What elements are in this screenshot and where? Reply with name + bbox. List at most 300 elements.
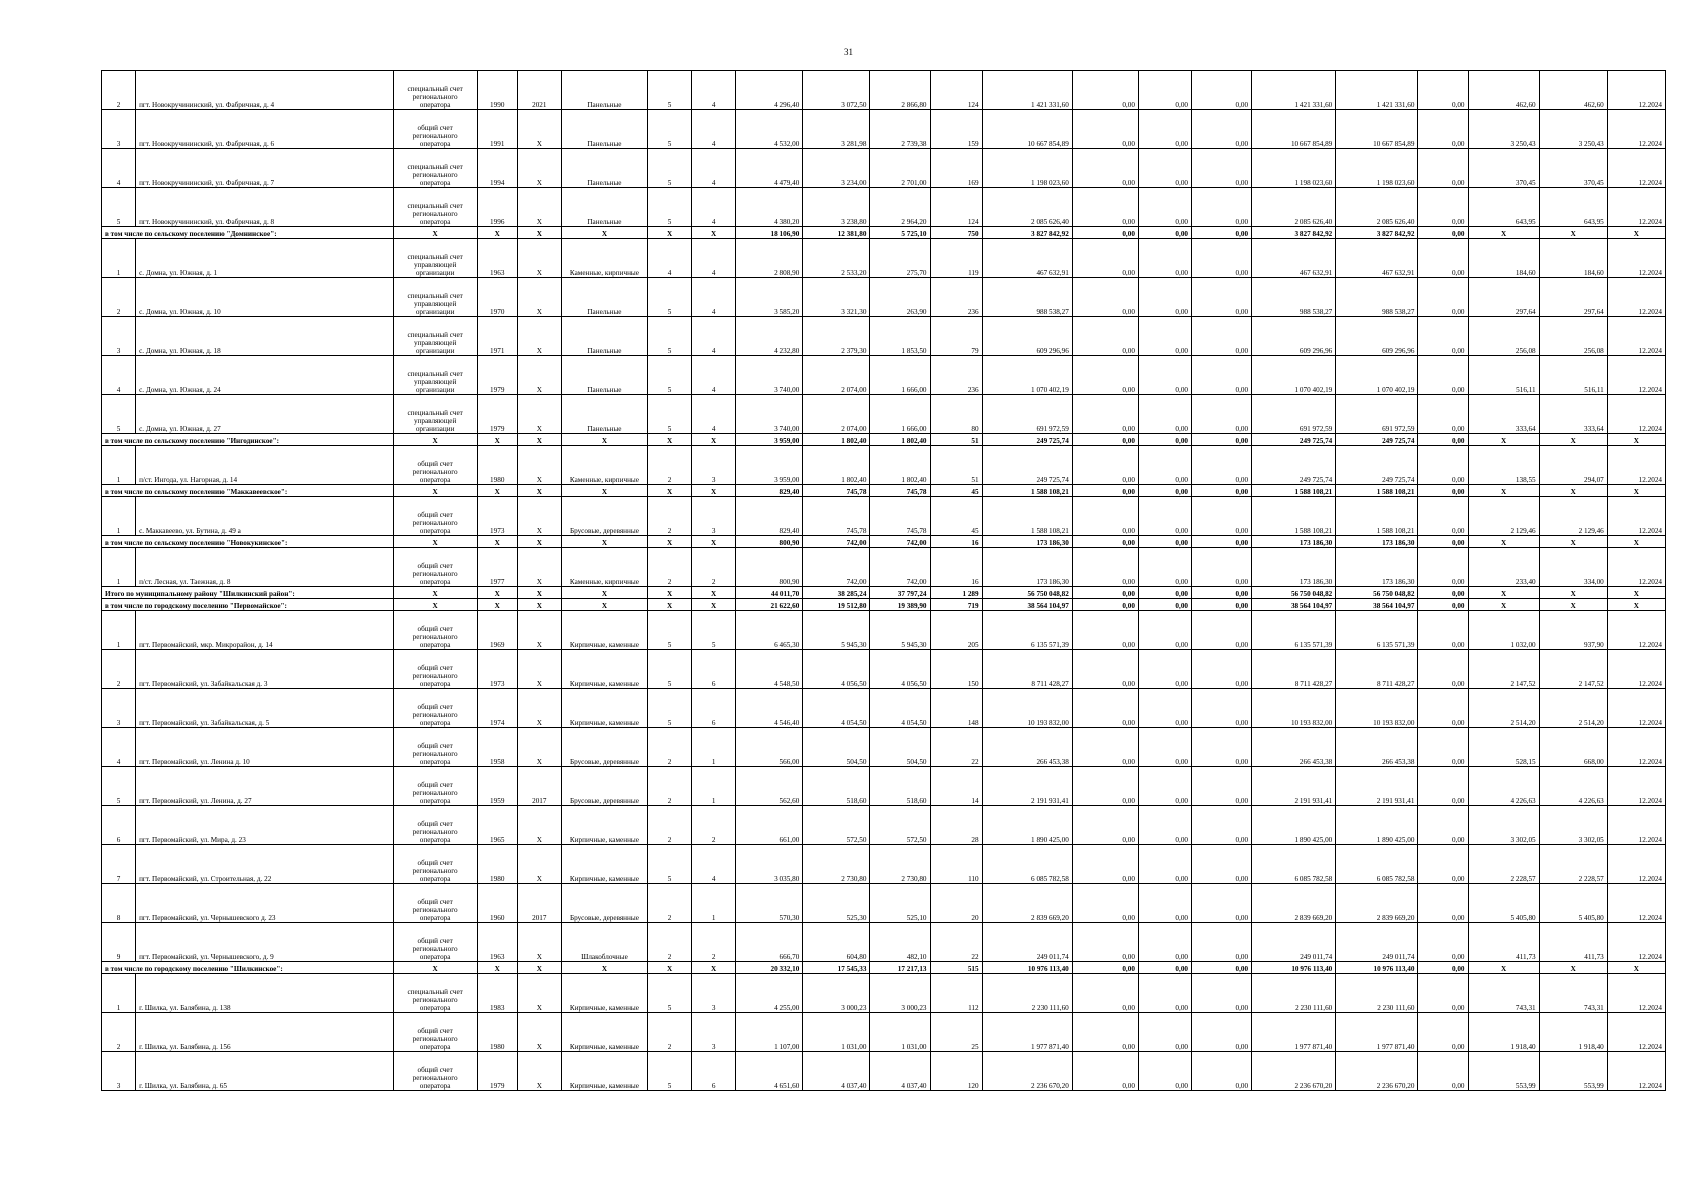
cell-owners-extra: 0,00	[1418, 485, 1468, 497]
cell-area-owned: 482,10	[870, 923, 930, 962]
cell-living-area: 604,80	[803, 923, 870, 962]
cell-owners-total: 2 236 670,20	[1336, 1052, 1418, 1091]
cell-cost-total: 249 725,74	[982, 434, 1072, 446]
cell-residents: 112	[930, 974, 982, 1013]
cell-residents: 169	[930, 149, 982, 188]
cell-fund-local: 0,00	[1192, 485, 1252, 497]
cell-entrances: 3	[692, 974, 736, 1013]
cell-fund-owners: 2 085 626,40	[1252, 188, 1336, 227]
subtotal-row	[102, 962, 1666, 974]
cell-material: Х	[561, 599, 647, 611]
cell-fund: Х	[393, 434, 477, 446]
cell-deadline: 12.2024	[1607, 611, 1665, 650]
cell-fund: общий счет регионального оператора	[393, 806, 477, 845]
cell-fund-federal: 0,00	[1072, 587, 1138, 599]
cell-fund: Х	[393, 536, 477, 548]
cell-floors: 2	[648, 1013, 692, 1052]
cell-area-owned: 275,70	[870, 239, 930, 278]
cell-residents: 16	[930, 536, 982, 548]
cell-commission: Х	[517, 599, 561, 611]
cell-fund: Х	[393, 227, 477, 239]
cell-idx: 6	[102, 806, 136, 845]
cell-cost-per-m2: 516,11	[1468, 356, 1539, 395]
cell-material: Х	[561, 485, 647, 497]
cell-fund-local: 0,00	[1192, 446, 1252, 485]
cell-owners-total: 249 725,74	[1336, 434, 1418, 446]
cell-fund-local: 0,00	[1192, 689, 1252, 728]
cell-entrances: 1	[692, 884, 736, 923]
cell-owners-total: 8 711 428,27	[1336, 650, 1418, 689]
cell-commission: Х	[517, 278, 561, 317]
cell-fund: специальный счет регионального оператора	[393, 71, 477, 110]
cell-residents: 79	[930, 317, 982, 356]
cell-floors: 5	[648, 845, 692, 884]
cell-material: Каменные, кирпичные	[561, 239, 647, 278]
cell-cost-total: 609 296,96	[982, 317, 1072, 356]
cell-deadline: 12.2024	[1607, 845, 1665, 884]
cell-fund-regional: 0,00	[1138, 767, 1191, 806]
cell-fund-owners: 988 538,27	[1252, 278, 1336, 317]
cell-area-owned: 17 217,13	[870, 962, 930, 974]
cell-residents: 236	[930, 278, 982, 317]
table-row	[102, 974, 1666, 1013]
cell-fund-local: 0,00	[1192, 497, 1252, 536]
cell-owners-extra: 0,00	[1418, 536, 1468, 548]
cell-fund-local: 0,00	[1192, 395, 1252, 434]
cell-living-area: 3 238,80	[803, 188, 870, 227]
cell-idx: 1	[102, 548, 136, 587]
cell-cost-total: 173 186,30	[982, 536, 1072, 548]
cell-material: Кирпичные, каменные	[561, 806, 647, 845]
cell-area-owned: 2 701,00	[870, 149, 930, 188]
cell-limit-per-m2: 643,95	[1539, 188, 1607, 227]
cell-idx: 5	[102, 188, 136, 227]
cell-total-area: 4 548,50	[736, 650, 803, 689]
cell-residents: 148	[930, 689, 982, 728]
table-row	[102, 1052, 1666, 1091]
cell-entrances: Х	[692, 227, 736, 239]
cell-deadline: 12.2024	[1607, 395, 1665, 434]
cell-total-area: 4 232,80	[736, 317, 803, 356]
cell-area-owned: 572,50	[870, 806, 930, 845]
cell-addr: с. Домна, ул. Южная, д. 24	[136, 356, 393, 395]
cell-floors: 2	[648, 923, 692, 962]
cell-entrances: 4	[692, 239, 736, 278]
cell-fund-regional: 0,00	[1138, 806, 1191, 845]
cell-floors: 5	[648, 611, 692, 650]
cell-owners-extra: 0,00	[1418, 611, 1468, 650]
cell-addr: г. Шилка, ул. Балябина, д. 156	[136, 1013, 393, 1052]
cell-material: Каменные, кирпичные	[561, 548, 647, 587]
cell-area-owned: 1 802,40	[870, 446, 930, 485]
cell-owners-extra: 0,00	[1418, 599, 1468, 611]
cell-entrances: 6	[692, 1052, 736, 1091]
cell-year: Х	[477, 962, 517, 974]
cell-entrances: 4	[692, 188, 736, 227]
cell-owners-total: 3 827 842,92	[1336, 227, 1418, 239]
cell-limit-per-m2: 297,64	[1539, 278, 1607, 317]
cell-owners-extra: 0,00	[1418, 110, 1468, 149]
cell-fund-regional: 0,00	[1138, 974, 1191, 1013]
cell-commission: Х	[517, 806, 561, 845]
cell-residents: 28	[930, 806, 982, 845]
cell-idx: 4	[102, 728, 136, 767]
cell-residents: 16	[930, 548, 982, 587]
cell-cost-total: 2 839 669,20	[982, 884, 1072, 923]
cell-fund-owners: 1 588 108,21	[1252, 485, 1336, 497]
cell-limit-per-m2: Х	[1539, 227, 1607, 239]
cell-cost-per-m2: 297,64	[1468, 278, 1539, 317]
cell-material: Панельные	[561, 188, 647, 227]
cell-residents: 22	[930, 728, 982, 767]
cell-fund-local: 0,00	[1192, 536, 1252, 548]
cell-fund-local: 0,00	[1192, 728, 1252, 767]
cell-cost-total: 467 632,91	[982, 239, 1072, 278]
cell-limit-per-m2: 2 228,57	[1539, 845, 1607, 884]
cell-commission: Х	[517, 689, 561, 728]
cell-fund-regional: 0,00	[1138, 728, 1191, 767]
cell-area-owned: 19 389,90	[870, 599, 930, 611]
cell-idx: 5	[102, 767, 136, 806]
cell-owners-total: 1 421 331,60	[1336, 71, 1418, 110]
cell-residents: 515	[930, 962, 982, 974]
cell-total-area: 829,40	[736, 497, 803, 536]
subtotal-label: в том числе по сельскому поселению "Новокукинское":	[102, 536, 394, 548]
cell-material: Кирпичные, каменные	[561, 650, 647, 689]
cell-fund-federal: 0,00	[1072, 188, 1138, 227]
cell-fund-regional: 0,00	[1138, 689, 1191, 728]
cell-owners-extra: 0,00	[1418, 71, 1468, 110]
cell-fund-owners: 249 725,74	[1252, 434, 1336, 446]
cell-owners-total: 249 011,74	[1336, 923, 1418, 962]
cell-cost-per-m2: 5 405,80	[1468, 884, 1539, 923]
cell-floors: 5	[648, 278, 692, 317]
cell-fund-local: 0,00	[1192, 587, 1252, 599]
cell-living-area: 3 281,98	[803, 110, 870, 149]
cell-owners-total: 988 538,27	[1336, 278, 1418, 317]
cell-owners-extra: 0,00	[1418, 923, 1468, 962]
cell-fund-regional: 0,00	[1138, 1052, 1191, 1091]
cell-year: 1980	[477, 1013, 517, 1052]
cell-cost-per-m2: 743,31	[1468, 974, 1539, 1013]
cell-owners-total: 266 453,38	[1336, 728, 1418, 767]
cell-fund: общий счет регионального оператора	[393, 767, 477, 806]
table-row	[102, 923, 1666, 962]
cell-residents: 45	[930, 497, 982, 536]
cell-total-area: 3 959,00	[736, 446, 803, 485]
cell-material: Панельные	[561, 356, 647, 395]
cell-fund-owners: 3 827 842,92	[1252, 227, 1336, 239]
cell-year: 1974	[477, 689, 517, 728]
table-row	[102, 1013, 1666, 1052]
cell-owners-total: 249 725,74	[1336, 446, 1418, 485]
cell-owners-total: 173 186,30	[1336, 536, 1418, 548]
cell-owners-extra: 0,00	[1418, 974, 1468, 1013]
cell-floors: 5	[648, 71, 692, 110]
cell-fund-local: 0,00	[1192, 110, 1252, 149]
cell-limit-per-m2: 334,00	[1539, 548, 1607, 587]
cell-owners-extra: 0,00	[1418, 356, 1468, 395]
subtotal-row	[102, 434, 1666, 446]
cell-cost-total: 1 588 108,21	[982, 497, 1072, 536]
cell-residents: 20	[930, 884, 982, 923]
cell-material: Каменные, кирпичные	[561, 446, 647, 485]
cell-fund: общий счет регионального оператора	[393, 1013, 477, 1052]
cell-living-area: 19 512,80	[803, 599, 870, 611]
cell-cost-per-m2: 643,95	[1468, 188, 1539, 227]
cell-addr: с. Домна, ул. Южная, д. 1	[136, 239, 393, 278]
cell-material: Шлакоблочные	[561, 923, 647, 962]
cell-total-area: 20 332,10	[736, 962, 803, 974]
cell-material: Панельные	[561, 395, 647, 434]
cell-material: Х	[561, 587, 647, 599]
cell-floors: 5	[648, 317, 692, 356]
cell-limit-per-m2: 370,45	[1539, 149, 1607, 188]
cell-fund-federal: 0,00	[1072, 611, 1138, 650]
cell-addr: пгт. Первомайский, ул. Строительная, д. 22	[136, 845, 393, 884]
cell-entrances: 2	[692, 806, 736, 845]
cell-floors: 2	[648, 884, 692, 923]
table-row	[102, 689, 1666, 728]
table-row	[102, 71, 1666, 110]
cell-limit-per-m2: 668,00	[1539, 728, 1607, 767]
cell-total-area: 4 380,20	[736, 188, 803, 227]
cell-fund-owners: 56 750 048,82	[1252, 587, 1336, 599]
cell-owners-total: 691 972,59	[1336, 395, 1418, 434]
cell-cost-per-m2: 411,73	[1468, 923, 1539, 962]
table-row	[102, 497, 1666, 536]
cell-deadline: 12.2024	[1607, 446, 1665, 485]
table-row	[102, 611, 1666, 650]
cell-year: Х	[477, 434, 517, 446]
cell-material: Панельные	[561, 149, 647, 188]
cell-cost-total: 988 538,27	[982, 278, 1072, 317]
cell-owners-extra: 0,00	[1418, 650, 1468, 689]
cell-area-owned: 5 945,30	[870, 611, 930, 650]
cell-year: Х	[477, 227, 517, 239]
cell-owners-extra: 0,00	[1418, 806, 1468, 845]
cell-addr: г. Шилка, ул. Балябина, д. 65	[136, 1052, 393, 1091]
cell-addr: п/ст. Лесная, ул. Таежная, д. 8	[136, 548, 393, 587]
cell-total-area: 4 546,40	[736, 689, 803, 728]
cell-owners-extra: 0,00	[1418, 728, 1468, 767]
cell-limit-per-m2: 462,60	[1539, 71, 1607, 110]
cell-cost-per-m2: 184,60	[1468, 239, 1539, 278]
cell-total-area: 800,90	[736, 548, 803, 587]
cell-residents: 750	[930, 227, 982, 239]
cell-cost-total: 10 667 854,89	[982, 110, 1072, 149]
cell-living-area: 3 000,23	[803, 974, 870, 1013]
cell-deadline: 12.2024	[1607, 149, 1665, 188]
cell-fund: специальный счет управляющей организации	[393, 278, 477, 317]
cell-year: 1983	[477, 974, 517, 1013]
cell-fund-federal: 0,00	[1072, 728, 1138, 767]
cell-fund-federal: 0,00	[1072, 599, 1138, 611]
cell-floors: 5	[648, 974, 692, 1013]
cell-cost-per-m2: Х	[1468, 587, 1539, 599]
cell-cost-per-m2: Х	[1468, 536, 1539, 548]
cell-addr: с. Домна, ул. Южная, д. 10	[136, 278, 393, 317]
cell-area-owned: 745,78	[870, 497, 930, 536]
cell-fund-federal: 0,00	[1072, 974, 1138, 1013]
cell-year: 1973	[477, 497, 517, 536]
cell-owners-total: 2 230 111,60	[1336, 974, 1418, 1013]
table-row	[102, 845, 1666, 884]
cell-material: Кирпичные, каменные	[561, 611, 647, 650]
cell-area-owned: 37 797,24	[870, 587, 930, 599]
cell-owners-extra: 0,00	[1418, 548, 1468, 587]
cell-commission: Х	[517, 110, 561, 149]
cell-fund: общий счет регионального оператора	[393, 689, 477, 728]
cell-floors: Х	[648, 485, 692, 497]
cell-commission: Х	[517, 188, 561, 227]
cell-fund-federal: 0,00	[1072, 497, 1138, 536]
cell-fund-federal: 0,00	[1072, 434, 1138, 446]
cell-entrances: 6	[692, 689, 736, 728]
cell-living-area: 2 379,30	[803, 317, 870, 356]
cell-floors: 2	[648, 548, 692, 587]
cell-floors: 2	[648, 806, 692, 845]
cell-residents: 51	[930, 434, 982, 446]
cell-floors: Х	[648, 587, 692, 599]
cell-living-area: 745,78	[803, 485, 870, 497]
cell-fund-federal: 0,00	[1072, 1013, 1138, 1052]
cell-cost-per-m2: 2 129,46	[1468, 497, 1539, 536]
cell-deadline: 12.2024	[1607, 71, 1665, 110]
cell-entrances: 1	[692, 767, 736, 806]
cell-fund-local: 0,00	[1192, 806, 1252, 845]
cell-idx: 3	[102, 317, 136, 356]
cell-year: 1996	[477, 188, 517, 227]
cell-owners-total: 6 085 782,58	[1336, 845, 1418, 884]
cell-fund-regional: 0,00	[1138, 548, 1191, 587]
cell-area-owned: 504,50	[870, 728, 930, 767]
cell-deadline: 12.2024	[1607, 278, 1665, 317]
cell-fund-local: 0,00	[1192, 188, 1252, 227]
cell-fund-federal: 0,00	[1072, 149, 1138, 188]
cell-fund-owners: 249 011,74	[1252, 923, 1336, 962]
cell-owners-extra: 0,00	[1418, 395, 1468, 434]
cell-area-owned: 1 666,00	[870, 356, 930, 395]
cell-floors: 5	[648, 395, 692, 434]
cell-cost-per-m2: 462,60	[1468, 71, 1539, 110]
cell-total-area: 4 255,00	[736, 974, 803, 1013]
cell-owners-extra: 0,00	[1418, 884, 1468, 923]
page-number: 31	[844, 47, 853, 57]
cell-cost-total: 1 588 108,21	[982, 485, 1072, 497]
cell-fund-owners: 10 667 854,89	[1252, 110, 1336, 149]
cell-fund: общий счет регионального оператора	[393, 728, 477, 767]
cell-limit-per-m2: 2 129,46	[1539, 497, 1607, 536]
cell-idx: 4	[102, 149, 136, 188]
cell-fund: общий счет регионального оператора	[393, 497, 477, 536]
cell-addr: пгт. Первомайский, ул. Мира, д. 23	[136, 806, 393, 845]
table-row	[102, 650, 1666, 689]
cell-area-owned: 2 739,38	[870, 110, 930, 149]
cell-floors: 5	[648, 650, 692, 689]
cell-owners-total: 10 667 854,89	[1336, 110, 1418, 149]
cell-fund-federal: 0,00	[1072, 884, 1138, 923]
cell-fund-owners: 1 070 402,19	[1252, 356, 1336, 395]
cell-fund-owners: 2 230 111,60	[1252, 974, 1336, 1013]
cell-cost-per-m2: 3 250,43	[1468, 110, 1539, 149]
cell-living-area: 572,50	[803, 806, 870, 845]
cell-year: 1971	[477, 317, 517, 356]
cell-total-area: 6 465,30	[736, 611, 803, 650]
cell-deadline: Х	[1607, 587, 1665, 599]
cell-fund-federal: 0,00	[1072, 71, 1138, 110]
cell-entrances: Х	[692, 587, 736, 599]
cell-fund-local: 0,00	[1192, 1013, 1252, 1052]
cell-deadline: 12.2024	[1607, 239, 1665, 278]
cell-commission: 2021	[517, 71, 561, 110]
cell-commission: Х	[517, 611, 561, 650]
cell-deadline: 12.2024	[1607, 689, 1665, 728]
cell-entrances: 4	[692, 845, 736, 884]
cell-cost-per-m2: 553,99	[1468, 1052, 1539, 1091]
cell-commission: 2017	[517, 884, 561, 923]
cell-limit-per-m2: Х	[1539, 599, 1607, 611]
cell-fund-federal: 0,00	[1072, 689, 1138, 728]
subtotal-row	[102, 485, 1666, 497]
cell-cost-per-m2: 233,40	[1468, 548, 1539, 587]
cell-idx: 2	[102, 1013, 136, 1052]
cell-fund: общий счет регионального оператора	[393, 446, 477, 485]
cell-deadline: 12.2024	[1607, 923, 1665, 962]
cell-owners-extra: 0,00	[1418, 278, 1468, 317]
cell-entrances: 4	[692, 149, 736, 188]
table-body	[102, 71, 1666, 1091]
cell-addr: пгт. Первомайский, ул. Ленина д. 10	[136, 728, 393, 767]
cell-area-owned: 4 037,40	[870, 1052, 930, 1091]
cell-floors: Х	[648, 962, 692, 974]
cell-fund-local: 0,00	[1192, 611, 1252, 650]
cell-cost-per-m2: Х	[1468, 962, 1539, 974]
table-row	[102, 110, 1666, 149]
cell-living-area: 5 945,30	[803, 611, 870, 650]
cell-cost-total: 6 085 782,58	[982, 845, 1072, 884]
cell-entrances: 4	[692, 278, 736, 317]
cell-owners-total: 56 750 048,82	[1336, 587, 1418, 599]
cell-material: Брусовые, деревянные	[561, 497, 647, 536]
cell-fund-federal: 0,00	[1072, 1052, 1138, 1091]
cell-year: Х	[477, 536, 517, 548]
cell-limit-per-m2: Х	[1539, 587, 1607, 599]
cell-addr: пгт. Первомайский, ул. Забайкальская, д. 5	[136, 689, 393, 728]
cell-year: 1979	[477, 356, 517, 395]
cell-fund: специальный счет регионального оператора	[393, 149, 477, 188]
cell-entrances: 2	[692, 923, 736, 962]
cell-year: 1969	[477, 611, 517, 650]
subtotal-label: в том числе по городскому поселению "Первомайское":	[102, 599, 394, 611]
cell-owners-total: 6 135 571,39	[1336, 611, 1418, 650]
cell-fund-local: 0,00	[1192, 71, 1252, 110]
cell-cost-total: 10 976 113,40	[982, 962, 1072, 974]
cell-deadline: 12.2024	[1607, 1052, 1665, 1091]
cell-area-owned: 742,00	[870, 548, 930, 587]
cell-fund-regional: 0,00	[1138, 962, 1191, 974]
cell-cost-total: 173 186,30	[982, 548, 1072, 587]
cell-fund: Х	[393, 962, 477, 974]
cell-cost-per-m2: Х	[1468, 485, 1539, 497]
cell-area-owned: 3 000,23	[870, 974, 930, 1013]
cell-commission: Х	[517, 548, 561, 587]
subtotal-row	[102, 227, 1666, 239]
cell-cost-per-m2: 370,45	[1468, 149, 1539, 188]
cell-deadline: 12.2024	[1607, 497, 1665, 536]
cell-fund-owners: 1 198 023,60	[1252, 149, 1336, 188]
cell-owners-extra: 0,00	[1418, 767, 1468, 806]
